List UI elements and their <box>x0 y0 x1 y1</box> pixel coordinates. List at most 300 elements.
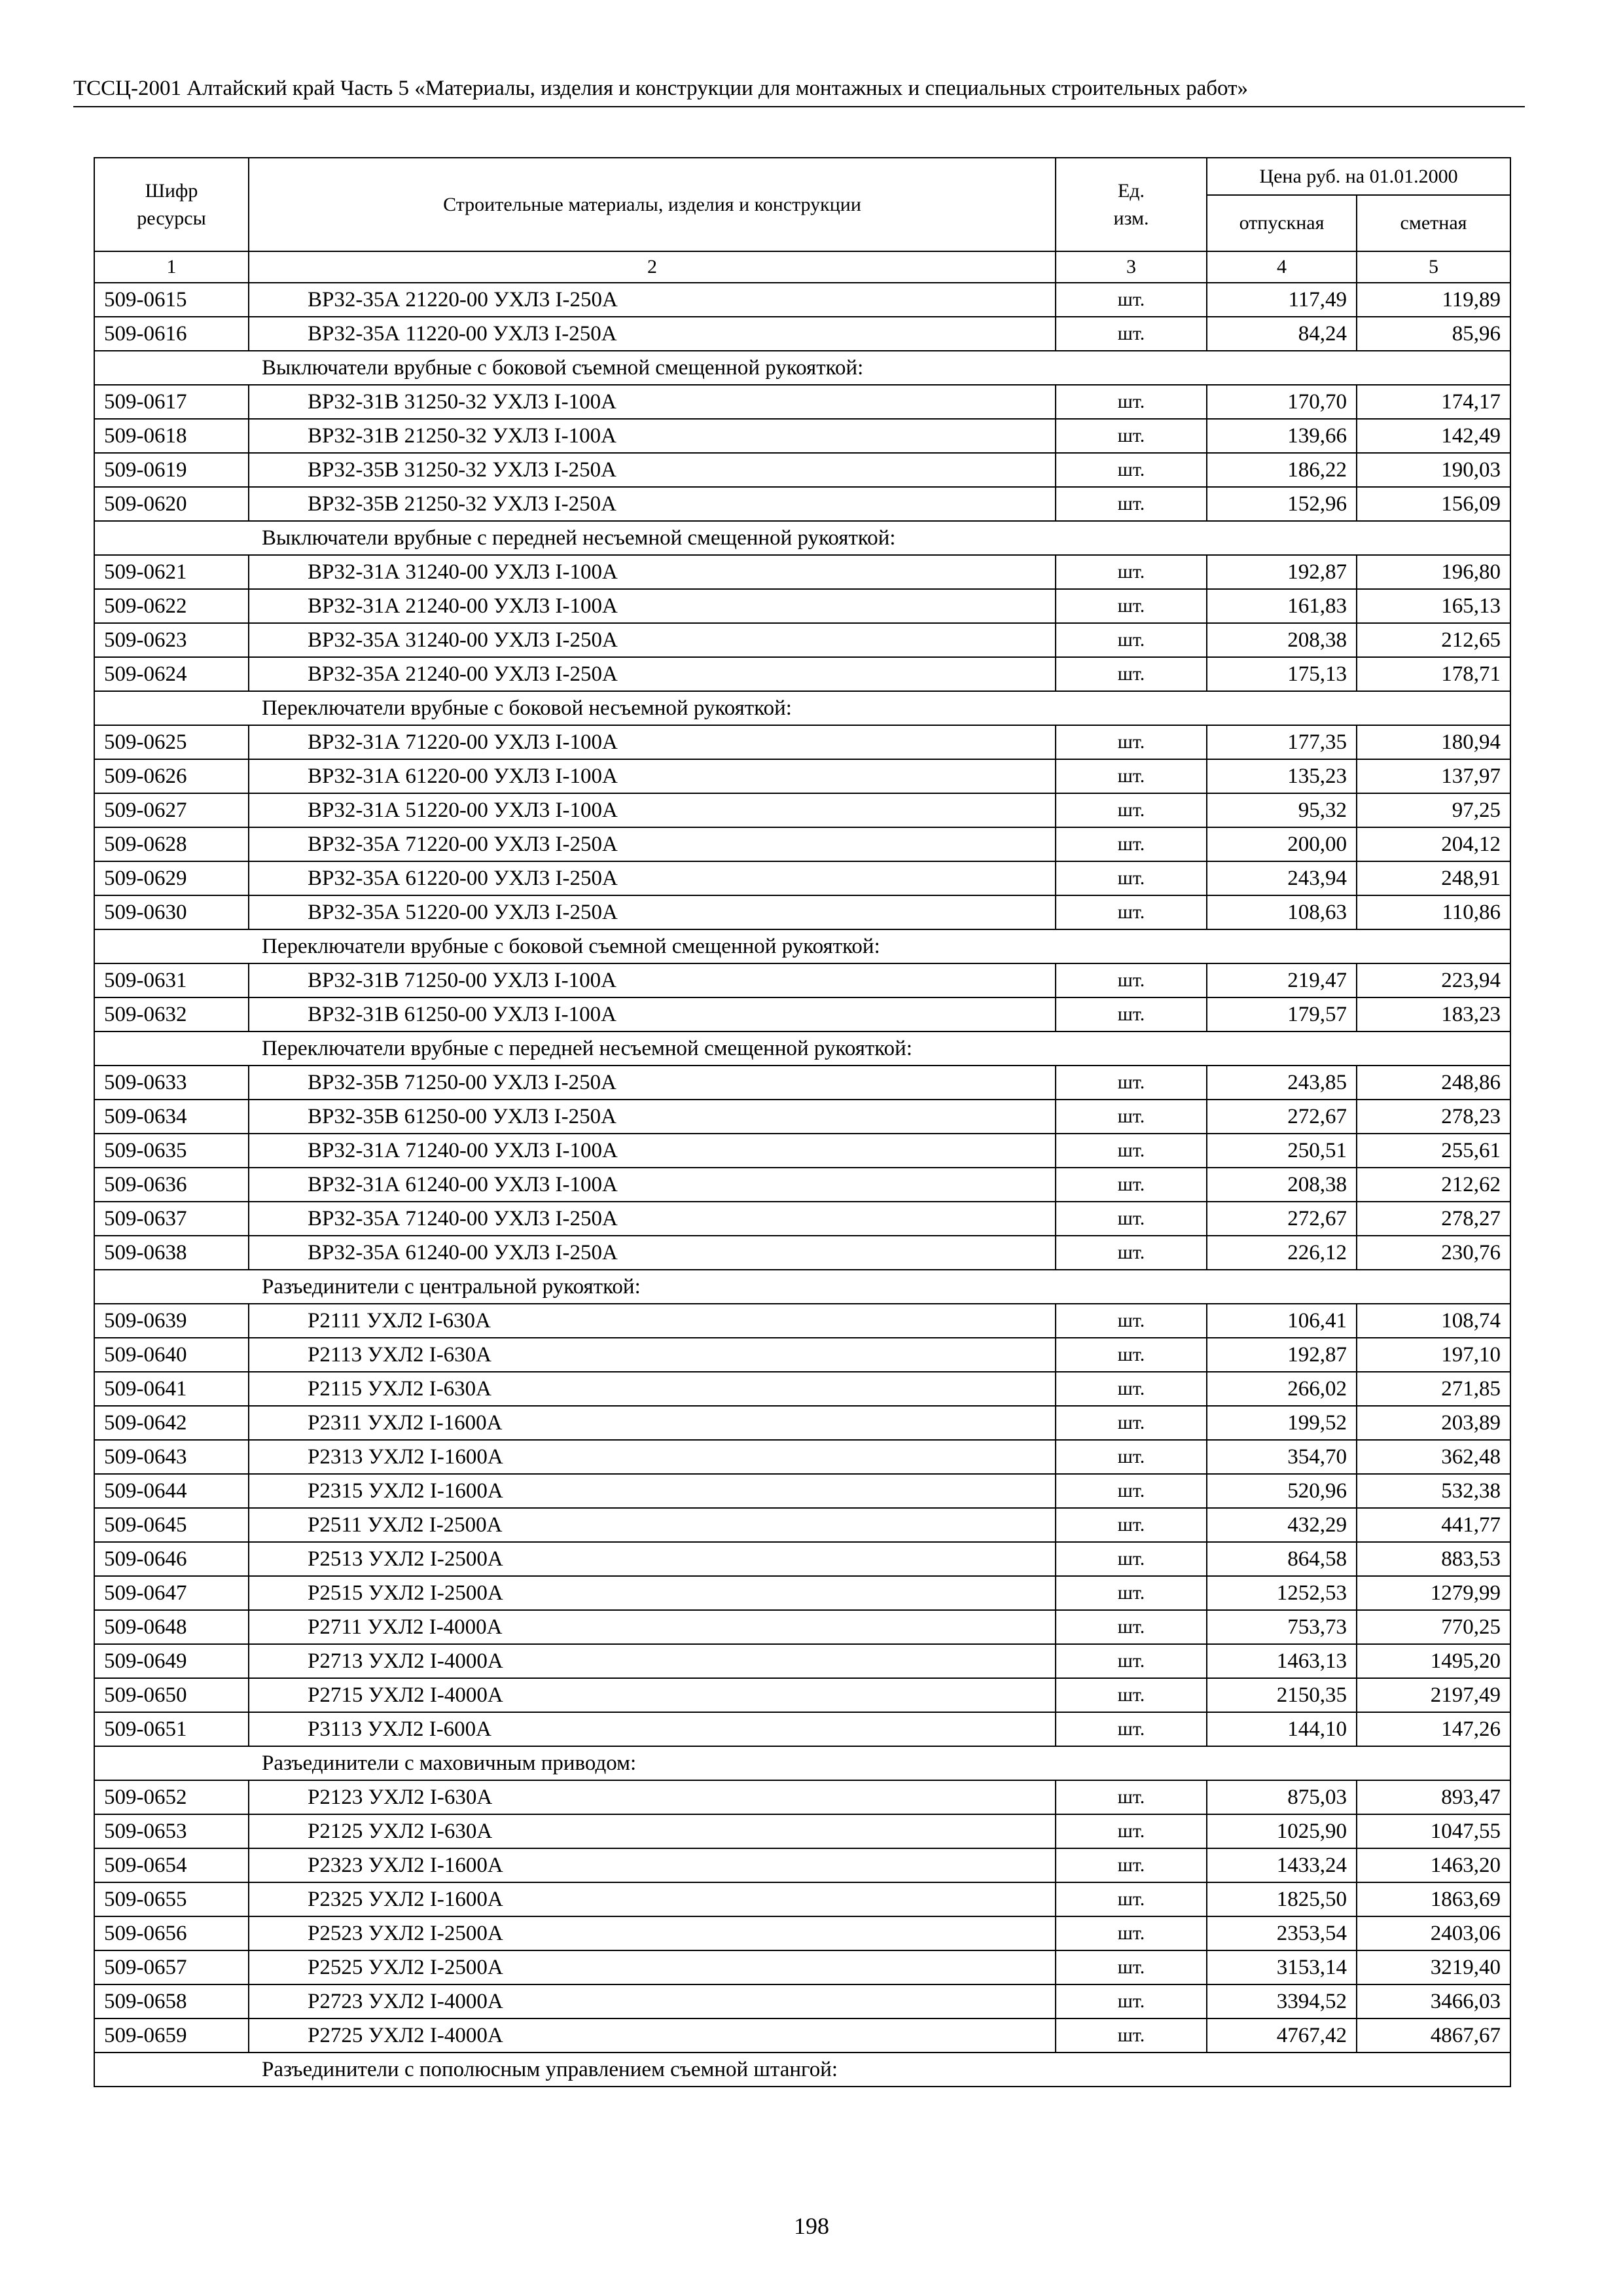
resource-code: 509-0636 <box>94 1168 249 1202</box>
price-release: 192,87 <box>1207 1338 1357 1372</box>
resource-code: 509-0656 <box>94 1916 249 1950</box>
unit-of-measure: шт. <box>1056 283 1207 317</box>
unit-of-measure: шт. <box>1056 1338 1207 1372</box>
price-estimate: 362,48 <box>1357 1440 1510 1474</box>
column-number-3: 3 <box>1056 251 1207 283</box>
material-name: Р2323 УХЛ2 I-1600А <box>249 1848 1056 1882</box>
resource-code: 509-0629 <box>94 861 249 895</box>
table-row <box>94 1406 1510 1440</box>
price-release: 272,67 <box>1207 1202 1357 1236</box>
table-row <box>94 1644 1510 1678</box>
material-name: ВР32-31А 71240-00 УХЛ3 I-100А <box>249 1134 1056 1168</box>
header-price-group: Цена руб. на 01.01.2000 <box>1207 158 1510 195</box>
material-name: ВР32-35А 31240-00 УХЛ3 I-250А <box>249 623 1056 657</box>
material-name: Р3113 УХЛ2 I-600А <box>249 1712 1056 1746</box>
material-name: ВР32-31В 31250-32 УХЛ3 I-100А <box>249 385 1056 419</box>
table-row <box>94 487 1510 521</box>
table-row <box>94 1100 1510 1134</box>
price-table <box>94 157 1511 2087</box>
price-estimate: 255,61 <box>1357 1134 1510 1168</box>
material-name: ВР32-35А 21220-00 УХЛ3 I-250А <box>249 283 1056 317</box>
table-row <box>94 283 1510 317</box>
price-estimate: 248,91 <box>1357 861 1510 895</box>
document-header: ТССЦ-2001 Алтайский край Часть 5 «Материалы, изделия и конструкции для монтажных и специальных строительных работ» <box>73 73 1525 107</box>
table-row <box>94 1916 1510 1950</box>
price-release: 84,24 <box>1207 317 1357 351</box>
unit-of-measure: шт. <box>1056 1610 1207 1644</box>
unit-of-measure: шт. <box>1056 2018 1207 2053</box>
price-release: 520,96 <box>1207 1474 1357 1508</box>
material-name: ВР32-31В 21250-32 УХЛ3 I-100А <box>249 419 1056 453</box>
material-name: ВР32-35В 21250-32 УХЛ3 I-250А <box>249 487 1056 521</box>
price-estimate: 204,12 <box>1357 827 1510 861</box>
material-name: Р2725 УХЛ2 I-4000А <box>249 2018 1056 2053</box>
column-number-5: 5 <box>1357 251 1510 283</box>
resource-code: 509-0650 <box>94 1678 249 1712</box>
resource-code: 509-0623 <box>94 623 249 657</box>
material-name: Р2111 УХЛ2 I-630А <box>249 1304 1056 1338</box>
table-row <box>94 1984 1510 2018</box>
material-name: Р2515 УХЛ2 I-2500А <box>249 1576 1056 1610</box>
unit-of-measure: шт. <box>1056 1440 1207 1474</box>
price-estimate: 108,74 <box>1357 1304 1510 1338</box>
table-row <box>94 589 1510 623</box>
price-release: 161,83 <box>1207 589 1357 623</box>
price-estimate: 1047,55 <box>1357 1814 1510 1848</box>
unit-of-measure: шт. <box>1056 1916 1207 1950</box>
unit-of-measure: шт. <box>1056 555 1207 589</box>
unit-of-measure: шт. <box>1056 317 1207 351</box>
material-name: ВР32-35А 71240-00 УХЛ3 I-250А <box>249 1202 1056 1236</box>
resource-code: 509-0639 <box>94 1304 249 1338</box>
price-release: 272,67 <box>1207 1100 1357 1134</box>
price-estimate: 1863,69 <box>1357 1882 1510 1916</box>
resource-code: 509-0641 <box>94 1372 249 1406</box>
price-release: 139,66 <box>1207 419 1357 453</box>
section-row <box>94 929 1510 963</box>
material-name: Р2315 УХЛ2 I-1600А <box>249 1474 1056 1508</box>
table-row <box>94 997 1510 1031</box>
price-estimate: 1495,20 <box>1357 1644 1510 1678</box>
price-release: 3394,52 <box>1207 1984 1357 2018</box>
table-row <box>94 1678 1510 1712</box>
price-release: 152,96 <box>1207 487 1357 521</box>
price-estimate: 119,89 <box>1357 283 1510 317</box>
unit-of-measure: шт. <box>1056 1474 1207 1508</box>
price-release: 243,94 <box>1207 861 1357 895</box>
price-estimate: 893,47 <box>1357 1780 1510 1814</box>
price-estimate: 223,94 <box>1357 963 1510 997</box>
resource-code: 509-0628 <box>94 827 249 861</box>
material-name: Р2115 УХЛ2 I-630А <box>249 1372 1056 1406</box>
unit-of-measure: шт. <box>1056 1372 1207 1406</box>
header-code: Шифр ресурсы <box>94 158 249 251</box>
resource-code: 509-0631 <box>94 963 249 997</box>
price-estimate: 165,13 <box>1357 589 1510 623</box>
material-name: Р2711 УХЛ2 I-4000А <box>249 1610 1056 1644</box>
table-row <box>94 1440 1510 1474</box>
header-unit: Ед. изм. <box>1056 158 1207 251</box>
price-release: 208,38 <box>1207 623 1357 657</box>
table-row <box>94 1542 1510 1576</box>
price-table-header <box>94 158 1510 283</box>
unit-of-measure: шт. <box>1056 419 1207 453</box>
table-row <box>94 1780 1510 1814</box>
resource-code: 509-0621 <box>94 555 249 589</box>
table-row <box>94 1372 1510 1406</box>
price-release: 200,00 <box>1207 827 1357 861</box>
table-row <box>94 1304 1510 1338</box>
unit-of-measure: шт. <box>1056 1134 1207 1168</box>
unit-of-measure: шт. <box>1056 1542 1207 1576</box>
unit-of-measure: шт. <box>1056 1848 1207 1882</box>
table-row <box>94 1202 1510 1236</box>
price-release: 135,23 <box>1207 759 1357 793</box>
table-row <box>94 453 1510 487</box>
column-number-4: 4 <box>1207 251 1357 283</box>
resource-code: 509-0622 <box>94 589 249 623</box>
unit-of-measure: шт. <box>1056 1882 1207 1916</box>
price-release: 2150,35 <box>1207 1678 1357 1712</box>
price-estimate: 137,97 <box>1357 759 1510 793</box>
price-estimate: 183,23 <box>1357 997 1510 1031</box>
price-estimate: 178,71 <box>1357 657 1510 691</box>
material-name: ВР32-31А 61220-00 УХЛ3 I-100А <box>249 759 1056 793</box>
unit-of-measure: шт. <box>1056 623 1207 657</box>
unit-of-measure: шт. <box>1056 1406 1207 1440</box>
price-estimate: 770,25 <box>1357 1610 1510 1644</box>
price-estimate: 4867,67 <box>1357 2018 1510 2053</box>
section-row <box>94 351 1510 385</box>
price-estimate: 1463,20 <box>1357 1848 1510 1882</box>
price-estimate: 156,09 <box>1357 487 1510 521</box>
resource-code: 509-0638 <box>94 1236 249 1270</box>
material-name: ВР32-35В 61250-00 УХЛ3 I-250А <box>249 1100 1056 1134</box>
resource-code: 509-0634 <box>94 1100 249 1134</box>
section-title: Переключатели врубные с передней несъемной смещенной рукояткой: <box>94 1031 1510 1066</box>
price-release: 864,58 <box>1207 1542 1357 1576</box>
price-estimate: 174,17 <box>1357 385 1510 419</box>
price-release: 186,22 <box>1207 453 1357 487</box>
price-release: 2353,54 <box>1207 1916 1357 1950</box>
material-name: Р2713 УХЛ2 I-4000А <box>249 1644 1056 1678</box>
price-release: 4767,42 <box>1207 2018 1357 2053</box>
price-estimate: 441,77 <box>1357 1508 1510 1542</box>
table-row <box>94 963 1510 997</box>
resource-code: 509-0648 <box>94 1610 249 1644</box>
resource-code: 509-0654 <box>94 1848 249 1882</box>
price-estimate: 97,25 <box>1357 793 1510 827</box>
price-release: 192,87 <box>1207 555 1357 589</box>
price-release: 432,29 <box>1207 1508 1357 1542</box>
table-row <box>94 1338 1510 1372</box>
resource-code: 509-0652 <box>94 1780 249 1814</box>
price-release: 175,13 <box>1207 657 1357 691</box>
material-name: Р2311 УХЛ2 I-1600А <box>249 1406 1056 1440</box>
price-release: 266,02 <box>1207 1372 1357 1406</box>
resource-code: 509-0646 <box>94 1542 249 1576</box>
resource-code: 509-0644 <box>94 1474 249 1508</box>
section-title: Разъединители с центральной рукояткой: <box>94 1270 1510 1304</box>
section-title: Выключатели врубные с передней несъемной смещенной рукояткой: <box>94 521 1510 555</box>
unit-of-measure: шт. <box>1056 1814 1207 1848</box>
material-name: ВР32-31В 71250-00 УХЛ3 I-100А <box>249 963 1056 997</box>
section-row <box>94 1746 1510 1780</box>
unit-of-measure: шт. <box>1056 895 1207 929</box>
section-row <box>94 521 1510 555</box>
unit-of-measure: шт. <box>1056 487 1207 521</box>
material-name: ВР32-31А 71220-00 УХЛ3 I-100А <box>249 725 1056 759</box>
price-release: 179,57 <box>1207 997 1357 1031</box>
resource-code: 509-0649 <box>94 1644 249 1678</box>
price-estimate: 532,38 <box>1357 1474 1510 1508</box>
material-name: Р2113 УХЛ2 I-630А <box>249 1338 1056 1372</box>
unit-of-measure: шт. <box>1056 1066 1207 1100</box>
table-row <box>94 793 1510 827</box>
price-estimate: 212,65 <box>1357 623 1510 657</box>
material-name: Р2511 УХЛ2 I-2500А <box>249 1508 1056 1542</box>
resource-code: 509-0619 <box>94 453 249 487</box>
unit-of-measure: шт. <box>1056 453 1207 487</box>
resource-code: 509-0655 <box>94 1882 249 1916</box>
price-release: 108,63 <box>1207 895 1357 929</box>
table-row <box>94 657 1510 691</box>
price-release: 3153,14 <box>1207 1950 1357 1984</box>
section-row <box>94 2053 1510 2087</box>
price-estimate: 147,26 <box>1357 1712 1510 1746</box>
unit-of-measure: шт. <box>1056 1304 1207 1338</box>
material-name: ВР32-31А 31240-00 УХЛ3 I-100А <box>249 555 1056 589</box>
unit-of-measure: шт. <box>1056 759 1207 793</box>
resource-code: 509-0616 <box>94 317 249 351</box>
resource-code: 509-0620 <box>94 487 249 521</box>
table-row <box>94 759 1510 793</box>
price-release: 199,52 <box>1207 1406 1357 1440</box>
section-row <box>94 691 1510 725</box>
price-estimate: 197,10 <box>1357 1338 1510 1372</box>
price-estimate: 110,86 <box>1357 895 1510 929</box>
price-release: 219,47 <box>1207 963 1357 997</box>
unit-of-measure: шт. <box>1056 1644 1207 1678</box>
price-estimate: 142,49 <box>1357 419 1510 453</box>
resource-code: 509-0618 <box>94 419 249 453</box>
resource-code: 509-0653 <box>94 1814 249 1848</box>
unit-of-measure: шт. <box>1056 861 1207 895</box>
material-name: Р2513 УХЛ2 I-2500А <box>249 1542 1056 1576</box>
material-name: ВР32-35А 61240-00 УХЛ3 I-250А <box>249 1236 1056 1270</box>
resource-code: 509-0657 <box>94 1950 249 1984</box>
table-row <box>94 419 1510 453</box>
section-title: Выключатели врубные с боковой съемной смещенной рукояткой: <box>94 351 1510 385</box>
price-release: 177,35 <box>1207 725 1357 759</box>
resource-code: 509-0645 <box>94 1508 249 1542</box>
unit-of-measure: шт. <box>1056 1780 1207 1814</box>
material-name: ВР32-35В 71250-00 УХЛ3 I-250А <box>249 1066 1056 1100</box>
unit-of-measure: шт. <box>1056 589 1207 623</box>
unit-of-measure: шт. <box>1056 1100 1207 1134</box>
header-name: Строительные материалы, изделия и конструкции <box>249 158 1056 251</box>
table-row <box>94 1168 1510 1202</box>
unit-of-measure: шт. <box>1056 385 1207 419</box>
table-row <box>94 1848 1510 1882</box>
table-row <box>94 1814 1510 1848</box>
price-release: 95,32 <box>1207 793 1357 827</box>
price-release: 875,03 <box>1207 1780 1357 1814</box>
resource-code: 509-0658 <box>94 1984 249 2018</box>
price-estimate: 2403,06 <box>1357 1916 1510 1950</box>
unit-of-measure: шт. <box>1056 793 1207 827</box>
resource-code: 509-0627 <box>94 793 249 827</box>
material-name: ВР32-35А 71220-00 УХЛ3 I-250А <box>249 827 1056 861</box>
resource-code: 509-0647 <box>94 1576 249 1610</box>
price-estimate: 230,76 <box>1357 1236 1510 1270</box>
table-row <box>94 725 1510 759</box>
material-name: Р2723 УХЛ2 I-4000А <box>249 1984 1056 2018</box>
resource-code: 509-0651 <box>94 1712 249 1746</box>
price-estimate: 278,23 <box>1357 1100 1510 1134</box>
price-estimate: 278,27 <box>1357 1202 1510 1236</box>
resource-code: 509-0625 <box>94 725 249 759</box>
section-title: Переключатели врубные с боковой съемной смещенной рукояткой: <box>94 929 1510 963</box>
resource-code: 509-0640 <box>94 1338 249 1372</box>
price-release: 1025,90 <box>1207 1814 1357 1848</box>
resource-code: 509-0642 <box>94 1406 249 1440</box>
table-row <box>94 1236 1510 1270</box>
resource-code: 509-0624 <box>94 657 249 691</box>
unit-of-measure: шт. <box>1056 963 1207 997</box>
price-estimate: 3219,40 <box>1357 1950 1510 1984</box>
section-row <box>94 1270 1510 1304</box>
resource-code: 509-0635 <box>94 1134 249 1168</box>
price-estimate: 248,86 <box>1357 1066 1510 1100</box>
table-row <box>94 827 1510 861</box>
table-row <box>94 1576 1510 1610</box>
unit-of-measure: шт. <box>1056 827 1207 861</box>
header-price-release: отпускная <box>1207 195 1357 251</box>
table-row <box>94 1474 1510 1508</box>
column-number-2: 2 <box>249 251 1056 283</box>
unit-of-measure: шт. <box>1056 997 1207 1031</box>
price-estimate: 883,53 <box>1357 1542 1510 1576</box>
material-name: ВР32-35А 21240-00 УХЛ3 I-250А <box>249 657 1056 691</box>
unit-of-measure: шт. <box>1056 1202 1207 1236</box>
material-name: ВР32-35А 51220-00 УХЛ3 I-250А <box>249 895 1056 929</box>
unit-of-measure: шт. <box>1056 725 1207 759</box>
price-release: 250,51 <box>1207 1134 1357 1168</box>
unit-of-measure: шт. <box>1056 1678 1207 1712</box>
resource-code: 509-0637 <box>94 1202 249 1236</box>
unit-of-measure: шт. <box>1056 1168 1207 1202</box>
table-row <box>94 1712 1510 1746</box>
section-row <box>94 1031 1510 1066</box>
price-release: 1252,53 <box>1207 1576 1357 1610</box>
table-row <box>94 1134 1510 1168</box>
price-release: 1433,24 <box>1207 1848 1357 1882</box>
price-release: 243,85 <box>1207 1066 1357 1100</box>
table-row <box>94 2018 1510 2053</box>
price-release: 753,73 <box>1207 1610 1357 1644</box>
price-estimate: 2197,49 <box>1357 1678 1510 1712</box>
price-release: 208,38 <box>1207 1168 1357 1202</box>
price-release: 117,49 <box>1207 283 1357 317</box>
unit-of-measure: шт. <box>1056 1984 1207 2018</box>
unit-of-measure: шт. <box>1056 1950 1207 1984</box>
section-title: Разъединители с маховичным приводом: <box>94 1746 1510 1780</box>
unit-of-measure: шт. <box>1056 1576 1207 1610</box>
price-estimate: 3466,03 <box>1357 1984 1510 2018</box>
price-release: 1463,13 <box>1207 1644 1357 1678</box>
table-row <box>94 1882 1510 1916</box>
price-estimate: 1279,99 <box>1357 1576 1510 1610</box>
price-estimate: 203,89 <box>1357 1406 1510 1440</box>
table-row <box>94 1508 1510 1542</box>
table-row <box>94 1950 1510 1984</box>
price-table-body <box>94 283 1510 2087</box>
table-row <box>94 895 1510 929</box>
material-name: ВР32-31А 61240-00 УХЛ3 I-100А <box>249 1168 1056 1202</box>
material-name: ВР32-35А 61220-00 УХЛ3 I-250А <box>249 861 1056 895</box>
price-release: 226,12 <box>1207 1236 1357 1270</box>
price-estimate: 190,03 <box>1357 453 1510 487</box>
material-name: Р2523 УХЛ2 I-2500А <box>249 1916 1056 1950</box>
resource-code: 509-0617 <box>94 385 249 419</box>
table-row <box>94 623 1510 657</box>
column-number-1: 1 <box>94 251 249 283</box>
resource-code: 509-0626 <box>94 759 249 793</box>
resource-code: 509-0630 <box>94 895 249 929</box>
price-estimate: 271,85 <box>1357 1372 1510 1406</box>
table-row <box>94 317 1510 351</box>
material-name: ВР32-31В 61250-00 УХЛ3 I-100А <box>249 997 1056 1031</box>
unit-of-measure: шт. <box>1056 1712 1207 1746</box>
material-name: Р2313 УХЛ2 I-1600А <box>249 1440 1056 1474</box>
unit-of-measure: шт. <box>1056 1236 1207 1270</box>
material-name: Р2325 УХЛ2 I-1600А <box>249 1882 1056 1916</box>
table-row <box>94 1066 1510 1100</box>
material-name: Р2525 УХЛ2 I-2500А <box>249 1950 1056 1984</box>
resource-code: 509-0659 <box>94 2018 249 2053</box>
material-name: ВР32-35А 11220-00 УХЛ3 I-250А <box>249 317 1056 351</box>
price-release: 354,70 <box>1207 1440 1357 1474</box>
material-name: ВР32-31А 51220-00 УХЛ3 I-100А <box>249 793 1056 827</box>
price-release: 170,70 <box>1207 385 1357 419</box>
table-row <box>94 861 1510 895</box>
price-estimate: 180,94 <box>1357 725 1510 759</box>
table-row <box>94 385 1510 419</box>
material-name: Р2125 УХЛ2 I-630А <box>249 1814 1056 1848</box>
price-estimate: 212,62 <box>1357 1168 1510 1202</box>
header-price-estimate: сметная <box>1357 195 1510 251</box>
price-release: 1825,50 <box>1207 1882 1357 1916</box>
resource-code: 509-0643 <box>94 1440 249 1474</box>
unit-of-measure: шт. <box>1056 657 1207 691</box>
unit-of-measure: шт. <box>1056 1508 1207 1542</box>
material-name: ВР32-35В 31250-32 УХЛ3 I-250А <box>249 453 1056 487</box>
price-release: 106,41 <box>1207 1304 1357 1338</box>
material-name: ВР32-31А 21240-00 УХЛ3 I-100А <box>249 589 1056 623</box>
material-name: Р2123 УХЛ2 I-630А <box>249 1780 1056 1814</box>
price-estimate: 85,96 <box>1357 317 1510 351</box>
price-estimate: 196,80 <box>1357 555 1510 589</box>
page-number: 198 <box>794 2213 829 2239</box>
price-release: 144,10 <box>1207 1712 1357 1746</box>
section-title: Переключатели врубные с боковой несъемной рукояткой: <box>94 691 1510 725</box>
table-row <box>94 555 1510 589</box>
material-name: Р2715 УХЛ2 I-4000А <box>249 1678 1056 1712</box>
resource-code: 509-0633 <box>94 1066 249 1100</box>
resource-code: 509-0615 <box>94 283 249 317</box>
section-title: Разъединители с пополюсным управлением съемной штангой: <box>94 2053 1510 2087</box>
